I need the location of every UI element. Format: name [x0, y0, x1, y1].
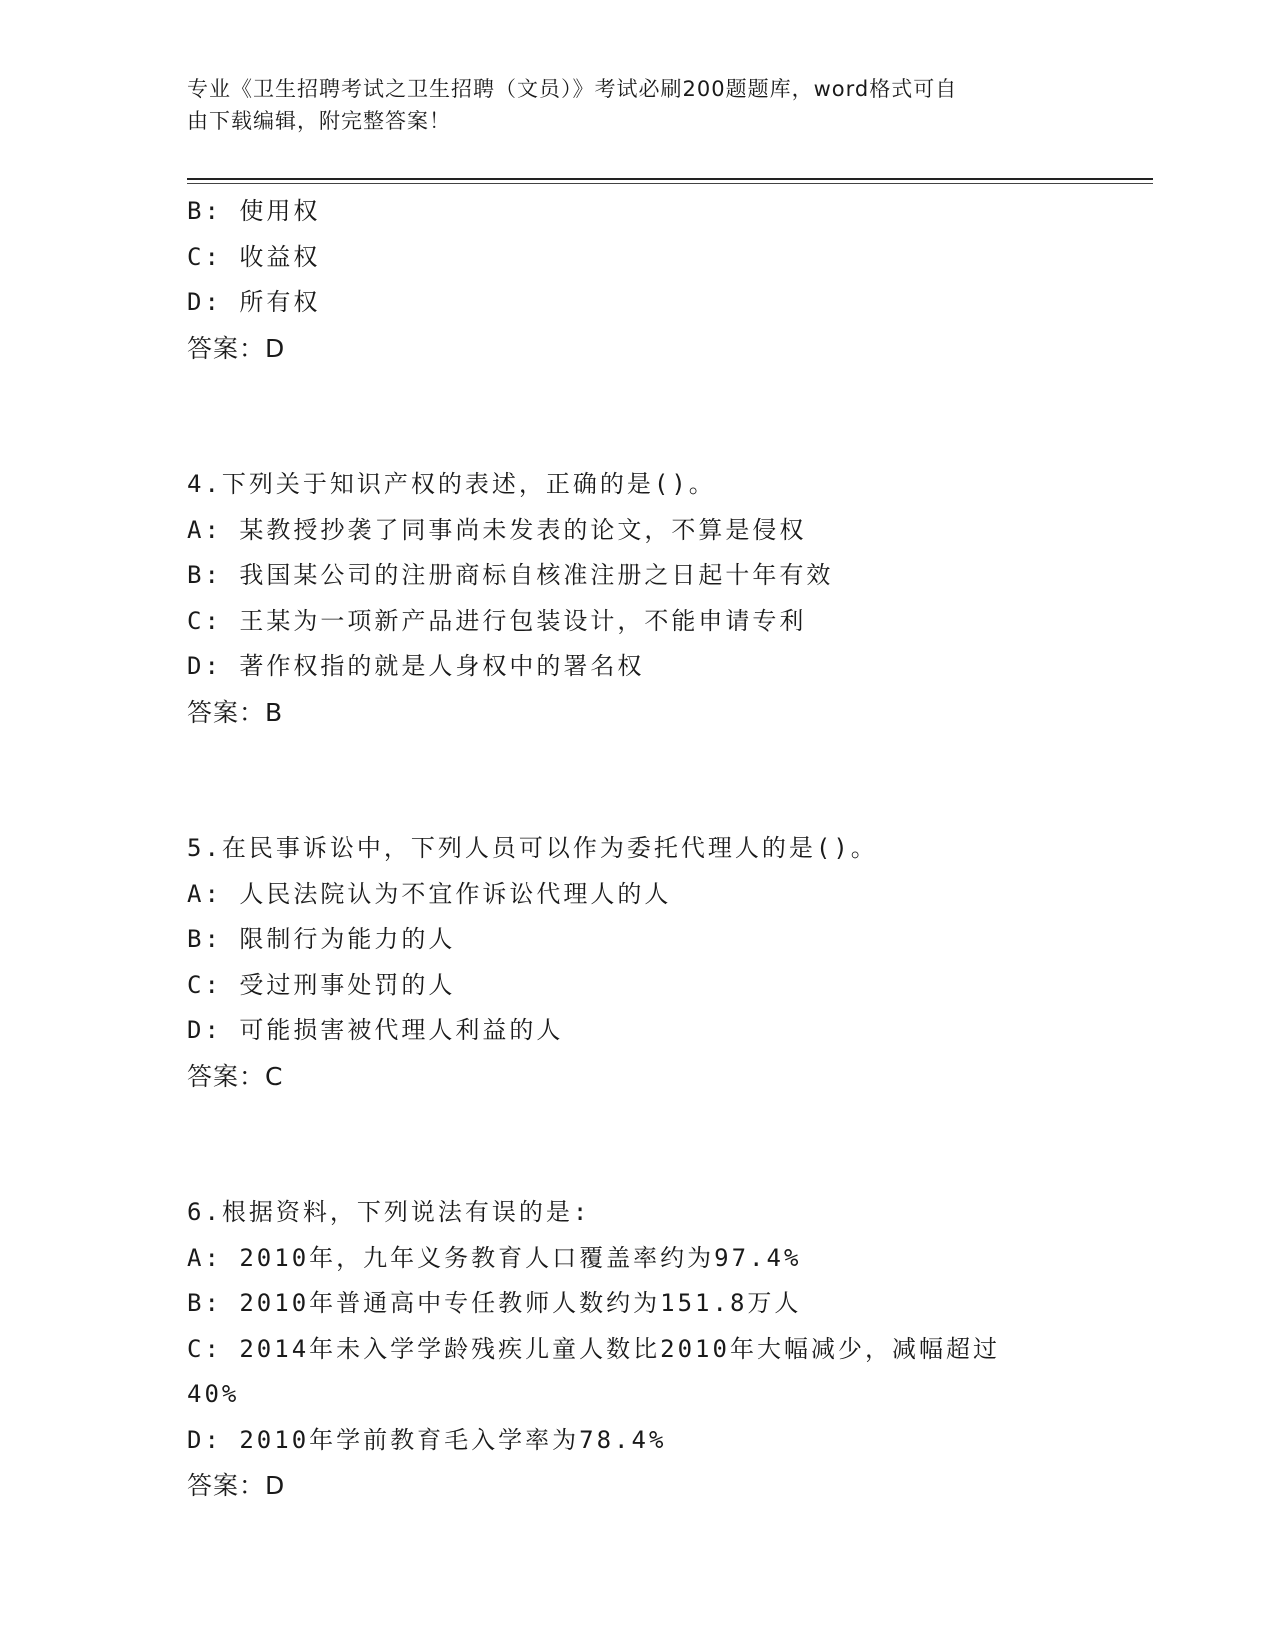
spacer: [187, 371, 1087, 462]
option-c: C: 收益权: [187, 242, 321, 271]
answer-line: 答案：D: [187, 333, 286, 363]
question-list: [187, 189, 1087, 1509]
option-d: D: 著作权指的就是人身权中的署名权: [187, 652, 645, 680]
question-stem: 6.根据资料，下列说法有误的是:: [187, 1198, 591, 1226]
answer-line: 答案：D: [187, 1471, 286, 1500]
option-d: D: 所有权: [187, 288, 321, 316]
option-d: D: 2010年学前教育毛入学率为78.4%: [187, 1425, 667, 1454]
spacer: [187, 735, 1087, 826]
option-a: A: 人民法院认为不宜作诉讼代理人的人: [187, 879, 672, 908]
answer-line: 答案：C: [187, 1061, 284, 1091]
option-a: A: 2010年，九年义务教育人口覆盖率约为97.4%: [187, 1243, 802, 1272]
header-line-2: 由下载编辑，附完整答案！: [187, 109, 451, 133]
question-stem: 4.下列关于知识产权的表述，正确的是()。: [187, 470, 716, 498]
header-divider-thick: [187, 178, 1153, 180]
spacer: [187, 1099, 1087, 1190]
document-header: [187, 73, 1067, 137]
question-4: [187, 462, 1087, 735]
header-divider-thin: [187, 183, 1153, 184]
option-c: C: 受过刑事处罚的人: [187, 970, 456, 999]
option-b: B: 我国某公司的注册商标自核准注册之日起十年有效: [187, 561, 834, 589]
question-5: [187, 826, 1087, 1099]
question-3-continued: [187, 189, 1087, 371]
option-c: C: 2014年未入学学龄残疾儿童人数比2010年大幅减少，减幅超过40%: [187, 1334, 1000, 1408]
option-d: D: 可能损害被代理人利益的人: [187, 1016, 564, 1044]
option-a: A: 某教授抄袭了同事尚未发表的论文，不算是侵权: [187, 515, 807, 544]
question-stem: 5.在民事诉讼中，下列人员可以作为委托代理人的是()。: [187, 834, 878, 862]
option-c: C: 王某为一项新产品进行包装设计，不能申请专利: [187, 606, 807, 635]
answer-line: 答案：B: [187, 697, 284, 727]
question-6: [187, 1190, 1087, 1509]
option-b: B: 2010年普通高中专任教师人数约为151.8万人: [187, 1289, 802, 1317]
option-b: B: 限制行为能力的人: [187, 925, 456, 953]
header-line-1: 专业《卫生招聘考试之卫生招聘（文员）》考试必刷200题题库，word格式可自: [187, 77, 958, 101]
option-b: B: 使用权: [187, 197, 321, 225]
